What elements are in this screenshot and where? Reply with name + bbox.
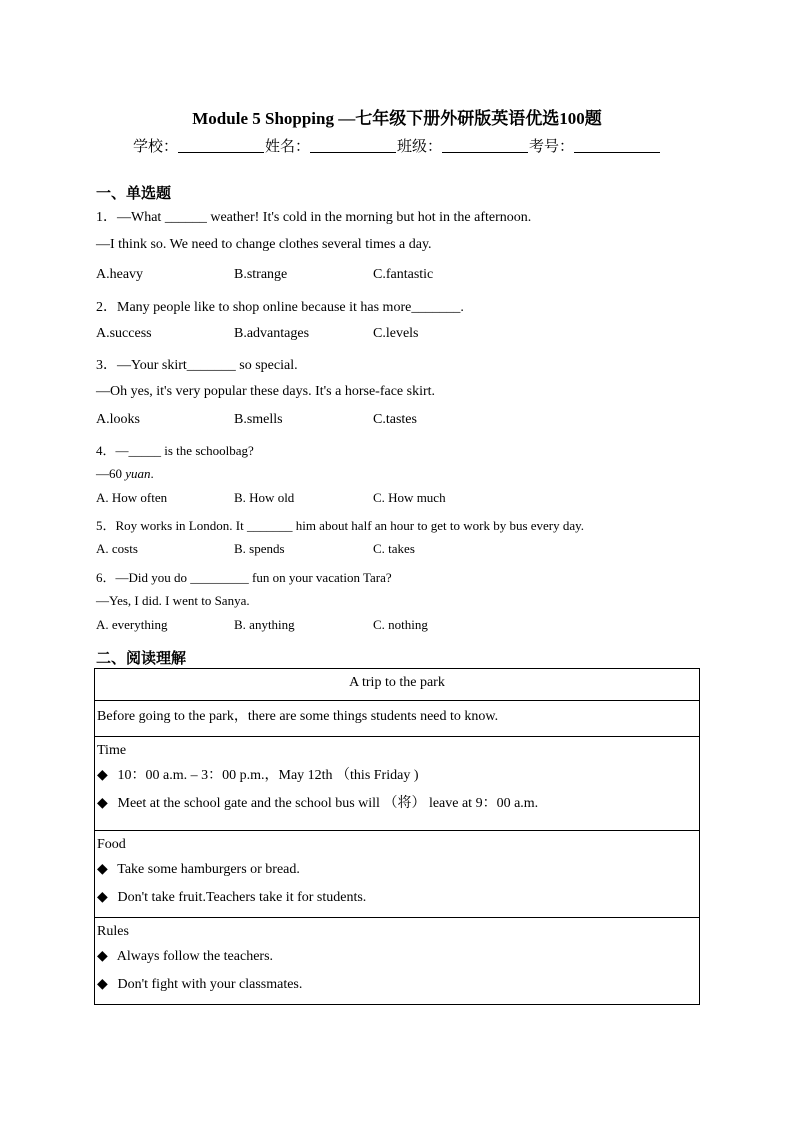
- option-b[interactable]: B.strange: [234, 267, 288, 282]
- diamond-bullet-icon: ◆: [97, 862, 108, 877]
- option-b[interactable]: B. How old: [234, 490, 295, 505]
- option-c[interactable]: C.tastes: [373, 412, 417, 427]
- option-b[interactable]: B. anything: [234, 617, 295, 632]
- rules-item: ◆ Don't fight with your classmates.: [97, 971, 697, 999]
- option-c[interactable]: C.fantastic: [373, 267, 434, 282]
- section-heading-single-choice: 一、单选题: [96, 184, 172, 202]
- notice-time-block: [95, 737, 700, 831]
- exam-number-label: 考号：: [529, 139, 575, 155]
- option-b[interactable]: B.smells: [234, 412, 283, 427]
- student-info-line: [0, 135, 794, 156]
- page-title: Module 5 Shopping —七年级下册外研版英语优选100题: [192, 109, 602, 128]
- diamond-bullet-icon: ◆: [97, 796, 108, 811]
- section-heading-reading: 二、阅读理解: [96, 649, 187, 667]
- question-4-line-1: 4．—_____ is the schoolbag?: [96, 443, 254, 458]
- rules-item: ◆ Always follow the teachers.: [97, 943, 697, 971]
- option-a[interactable]: A.success: [96, 326, 152, 341]
- food-item: ◆ Take some hamburgers or bread.: [97, 856, 697, 884]
- question-1-line-1: 1．—What ______ weather! It's cold in the morning but hot in the afternoon.: [96, 210, 532, 225]
- rules-heading: Rules: [97, 924, 129, 939]
- school-blank[interactable]: [178, 138, 264, 153]
- diamond-bullet-icon: ◆: [97, 768, 108, 783]
- option-a[interactable]: A.heavy: [96, 267, 144, 282]
- food-heading: Food: [97, 837, 126, 852]
- exam-number-blank[interactable]: [574, 138, 660, 153]
- option-a[interactable]: A. How often: [96, 490, 168, 505]
- question-3-line-2: —Oh yes, it's very popular these days. It's a horse-face skirt.: [96, 384, 436, 399]
- notice-rules-block: [95, 918, 700, 1005]
- option-a[interactable]: A. everything: [96, 617, 168, 632]
- class-label: 班级：: [397, 139, 443, 155]
- time-heading: Time: [97, 743, 127, 758]
- option-c[interactable]: C.levels: [373, 326, 419, 341]
- class-blank[interactable]: [442, 138, 528, 153]
- option-c[interactable]: C. takes: [373, 541, 415, 556]
- question-2-line-1: 2．Many people like to shop online because it has more_______.: [96, 300, 464, 315]
- name-label: 姓名：: [264, 139, 310, 155]
- name-blank[interactable]: [310, 138, 396, 153]
- notice-intro: Before going to the park，there are some things students need to know.: [95, 701, 700, 737]
- diamond-bullet-icon: ◆: [97, 949, 108, 964]
- notice-table: [94, 668, 700, 1005]
- food-item: ◆ Don't take fruit.Teachers take it for students.: [97, 884, 697, 912]
- notice-title: A trip to the park: [95, 669, 700, 701]
- notice-food-block: [95, 831, 700, 918]
- diamond-bullet-icon: ◆: [97, 890, 108, 905]
- option-b[interactable]: B.advantages: [234, 326, 310, 341]
- option-b[interactable]: B. spends: [234, 541, 285, 556]
- question-1-line-2: —I think so. We need to change clothes several times a day.: [96, 237, 432, 252]
- school-label: 学校：: [132, 139, 178, 155]
- question-6-line-2: —Yes, I did. I went to Sanya.: [96, 593, 250, 608]
- time-item: ◆ Meet at the school gate and the school bus will （将） leave at 9：00 a.m.: [97, 790, 697, 818]
- question-5-line-1: 5．Roy works in London. It _______ him about half an hour to get to work by bus every day.: [96, 518, 585, 533]
- option-c[interactable]: C. How much: [373, 490, 446, 505]
- diamond-bullet-icon: ◆: [97, 977, 108, 992]
- option-c[interactable]: C. nothing: [373, 617, 428, 632]
- question-3-line-1: 3．—Your skirt_______ so special.: [96, 358, 298, 373]
- option-a[interactable]: A.looks: [96, 412, 140, 427]
- option-a[interactable]: A. costs: [96, 541, 138, 556]
- question-4-line-2: —60 yuan.: [96, 466, 154, 481]
- question-6-line-1: 6．—Did you do _________ fun on your vacation Tara?: [96, 570, 392, 585]
- time-item: ◆ 10：00 a.m. – 3：00 p.m.，May 12th （this Friday ): [97, 762, 697, 790]
